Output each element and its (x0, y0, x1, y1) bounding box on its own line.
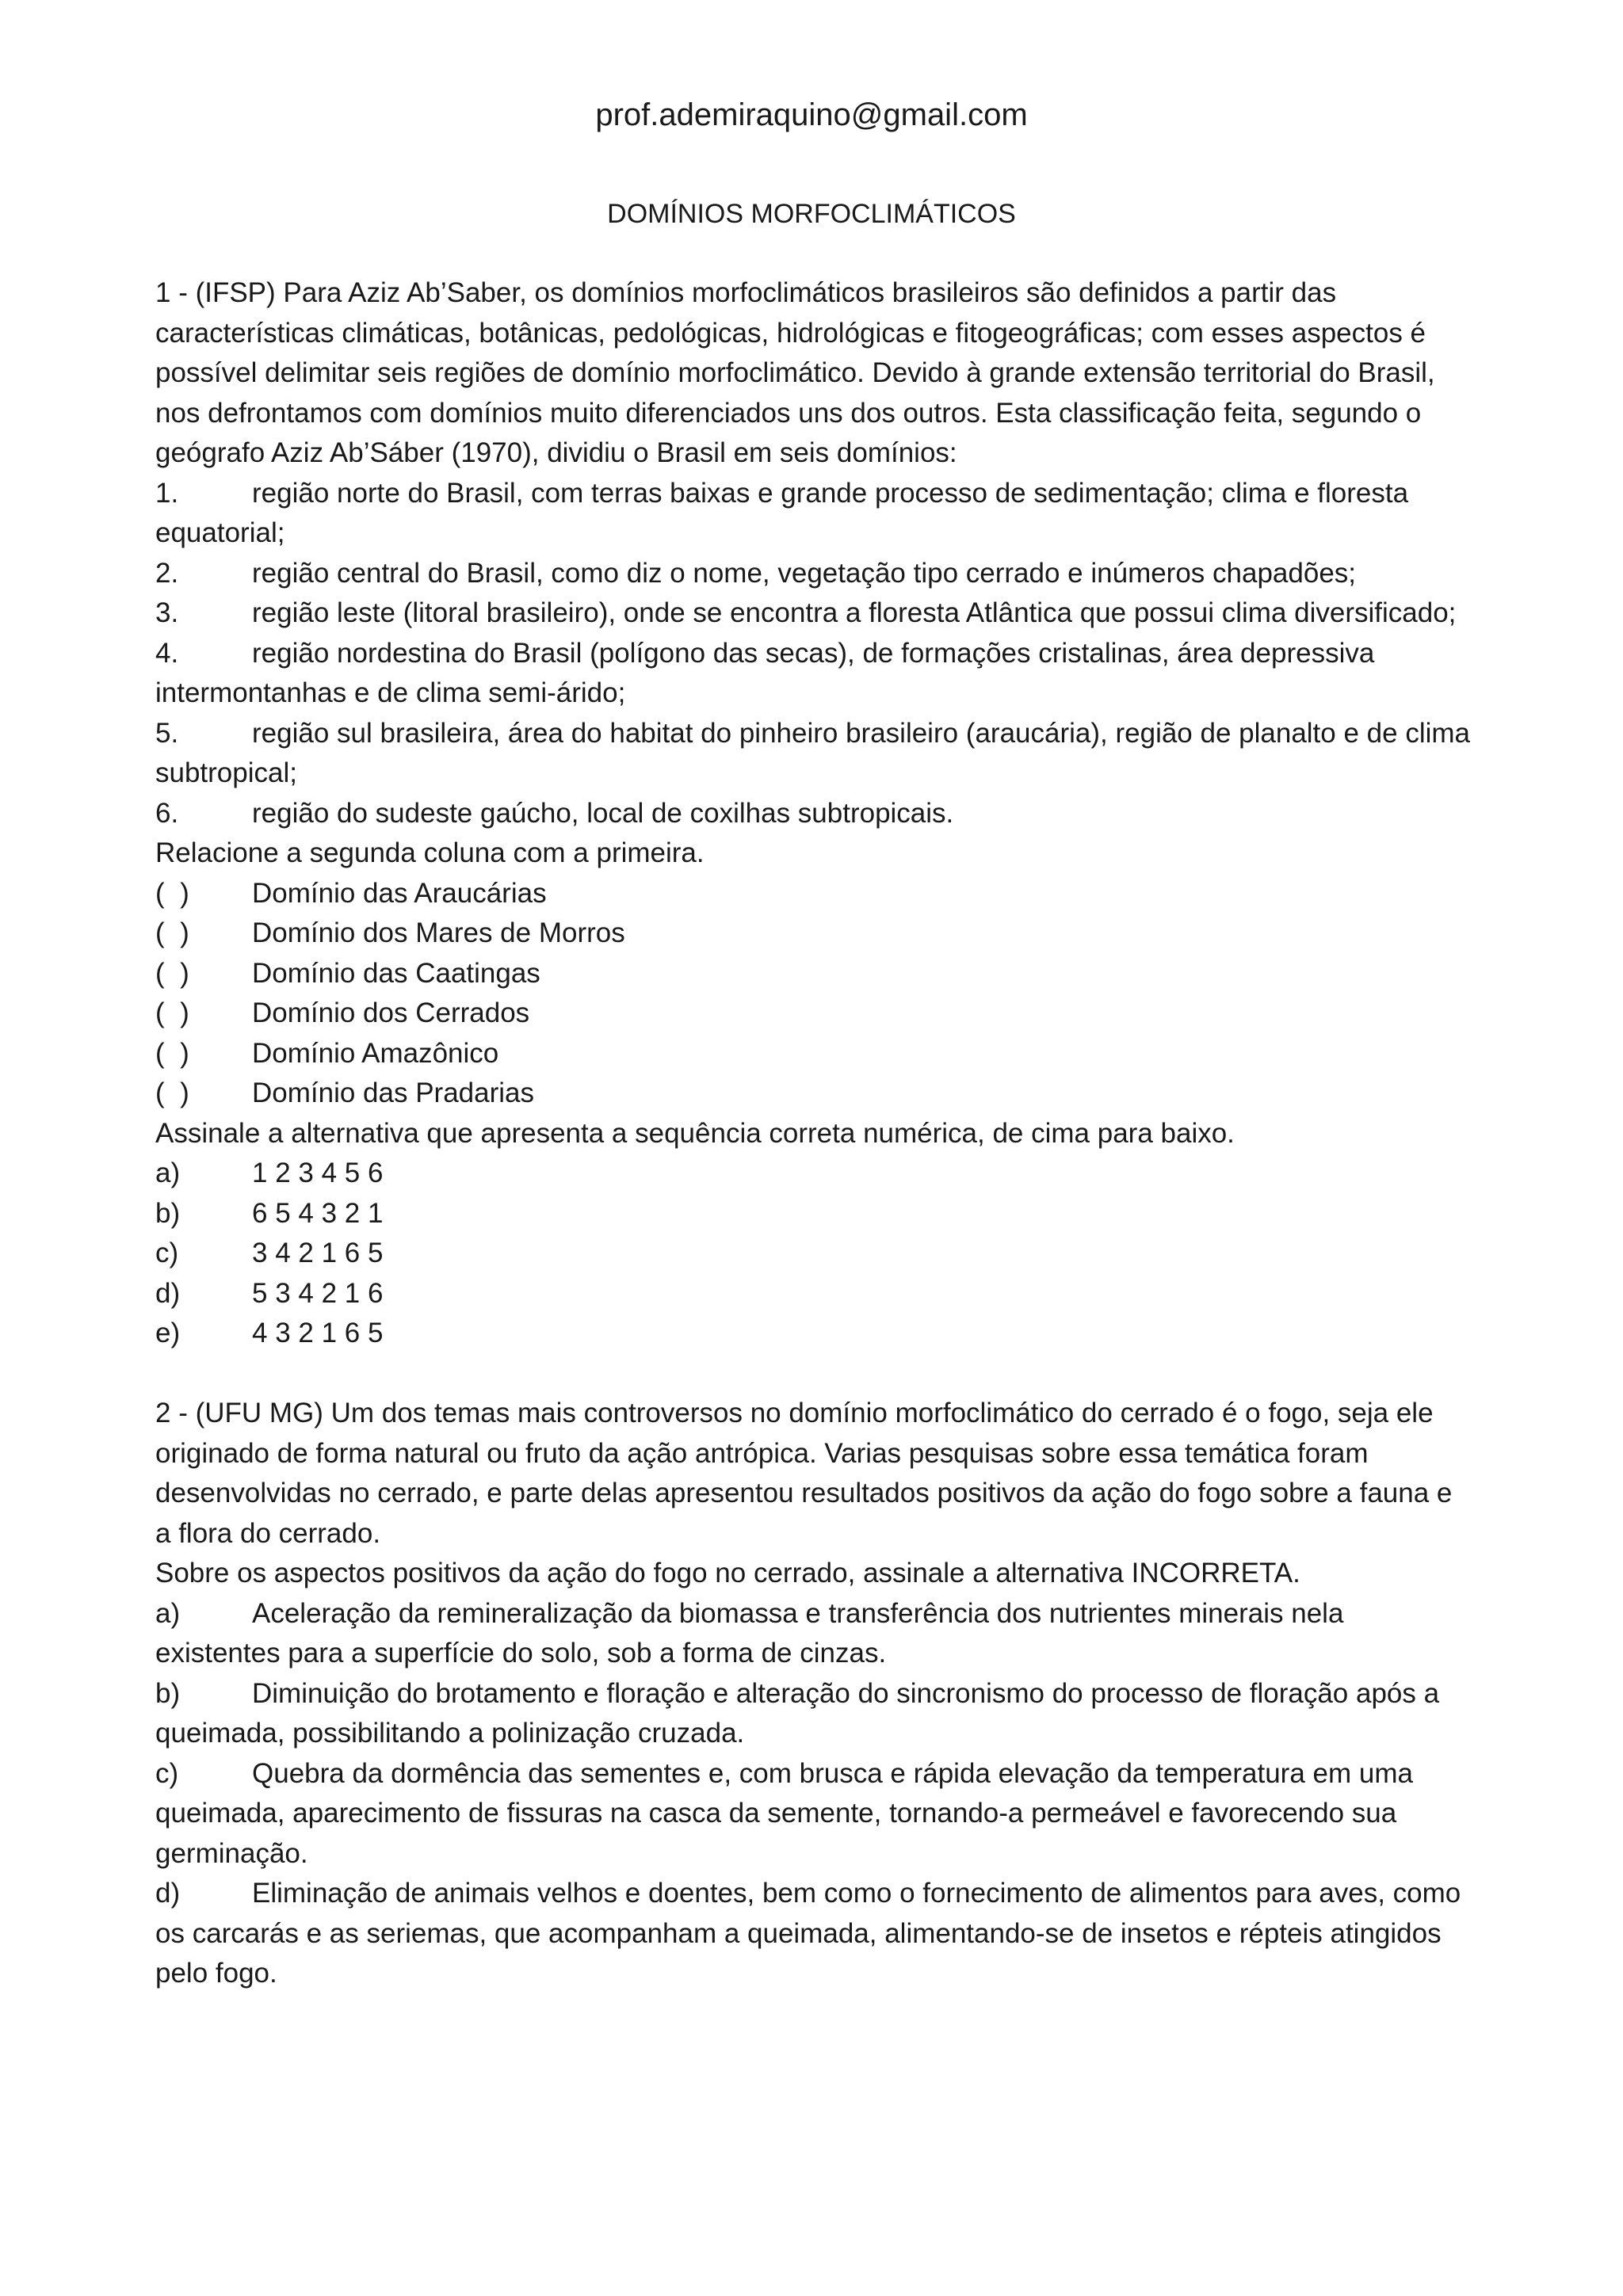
answer-blank: ( ) (155, 997, 189, 1028)
question-1-options (155, 1154, 1471, 1354)
answer-blank: ( ) (155, 877, 189, 909)
region-item: 5. região sul brasileira, área do habitat do pinheiro brasileiro (araucária), região de planalto e de clima subtropical; (155, 717, 1470, 788)
option-item: c) Quebra da dormência das sementes e, com brusca e rápida elevação da temperatura em uma queimada, aparecimento de fissuras na casca da semente, tornando-a permeável e favorecendo sua germinação. (155, 1757, 1413, 1869)
answer-blank: ( ) (155, 1037, 189, 1069)
author-email: prof.ademiraquino@gmail.com (595, 97, 1028, 132)
option-item: e) 4 3 2 1 6 5 (155, 1318, 384, 1348)
option-item: d) 5 3 4 2 1 6 (155, 1277, 384, 1309)
region-list (155, 474, 1471, 834)
option-item: a) 1 2 3 4 5 6 (155, 1158, 384, 1188)
question-spacer (155, 1354, 1471, 1394)
question-2-prompt: Sobre os aspectos positivos da ação do fogo no cerrado, assinale a alternativa INCORRETA. (155, 1558, 1300, 1589)
region-item: 1. região norte do Brasil, com terras baixas e grande processo de sedimentação; clima e floresta equatorial; (155, 477, 1409, 548)
option-item: c) 3 4 2 1 6 5 (155, 1238, 384, 1268)
domain-item: ( ) Domínio das Araucárias (155, 874, 1471, 914)
relate-instruction: Relacione a segunda coluna com a primeira. (155, 837, 705, 868)
domain-item: ( ) Domínio dos Cerrados (155, 994, 1471, 1034)
domain-item: ( ) Domínio das Caatingas (155, 954, 1471, 994)
answer-blank: ( ) (155, 1077, 189, 1108)
option-item: a) Aceleração da remineralização da biomassa e transferência dos nutrientes minerais nela existentes para a superfície do solo, sob a forma de cinzas. (155, 1597, 1344, 1669)
question-1-intro: 1 - (IFSP) Para Aziz Ab’Saber, os domínios morfoclimáticos brasileiros são definidos a partir das características climáticas, botânicas, pedológicas, hidrológicas e fitogeográficas; com esses aspectos é possível delimitar seis regiões de domínio morfoclimático. Devido à grande extensão territorial do Brasil, nos defrontamos com domínios muito diferenciados uns dos outros. Esta classificação feita, segundo o geógrafo Aziz Ab’Sáber (1970), dividiu o Brasil em seis domínios: (155, 277, 1435, 468)
question-2-options (155, 1594, 1471, 1994)
answer-blank: ( ) (155, 917, 189, 948)
domain-list (155, 874, 1471, 1114)
option-item: b) 6 5 4 3 2 1 (155, 1197, 384, 1229)
region-item: 2. região central do Brasil, como diz o nome, vegetação tipo cerrado e inúmeros chapadões; (155, 557, 1357, 589)
domain-item: ( ) Domínio Amazônico (155, 1034, 1471, 1074)
answer-blank: ( ) (155, 957, 189, 989)
option-item: b) Diminuição do brotamento e floração e alteração do sincronismo do processo de floração após a queimada, possibilitando a polinização cruzada. (155, 1677, 1440, 1749)
region-item: 4. região nordestina do Brasil (polígono das secas), de formações cristalinas, área depressiva intermontanhas e de clima semi-árido; (155, 637, 1375, 708)
domain-item: ( ) Domínio dos Mares de Morros (155, 913, 1471, 954)
document-title: DOMÍNIOS MORFOCLIMÁTICOS (607, 199, 1016, 229)
region-item: 3. região leste (litoral brasileiro), onde se encontra a floresta Atlântica que possui clima diversificado; (155, 597, 1457, 628)
question-2-intro: 2 - (UFU MG) Um dos temas mais controversos no domínio morfoclimático do cerrado é o fogo, seja ele originado de forma natural ou fruto da ação antrópica. Varias pesquisas sobre essa temática foram desenvolvidas no cerrado, e parte delas apresentou resultados positivos da ação do fogo sobre a fauna e a flora do cerrado. (155, 1398, 1453, 1549)
question-1-prompt: Assinale a alternativa que apresenta a sequência correta numérica, de cima para baixo. (155, 1117, 1235, 1149)
region-item: 6. região do sudeste gaúcho, local de coxilhas subtropicais. (155, 797, 954, 829)
domain-item: ( ) Domínio das Pradarias (155, 1074, 1471, 1114)
option-item: d) Eliminação de animais velhos e doentes, bem como o fornecimento de alimentos para aves, como os carcarás e as seriemas, que acompanham a queimada, alimentando-se de insetos e répteis atingidos pelo fogo. (155, 1878, 1461, 1989)
document-body (155, 273, 1471, 1994)
